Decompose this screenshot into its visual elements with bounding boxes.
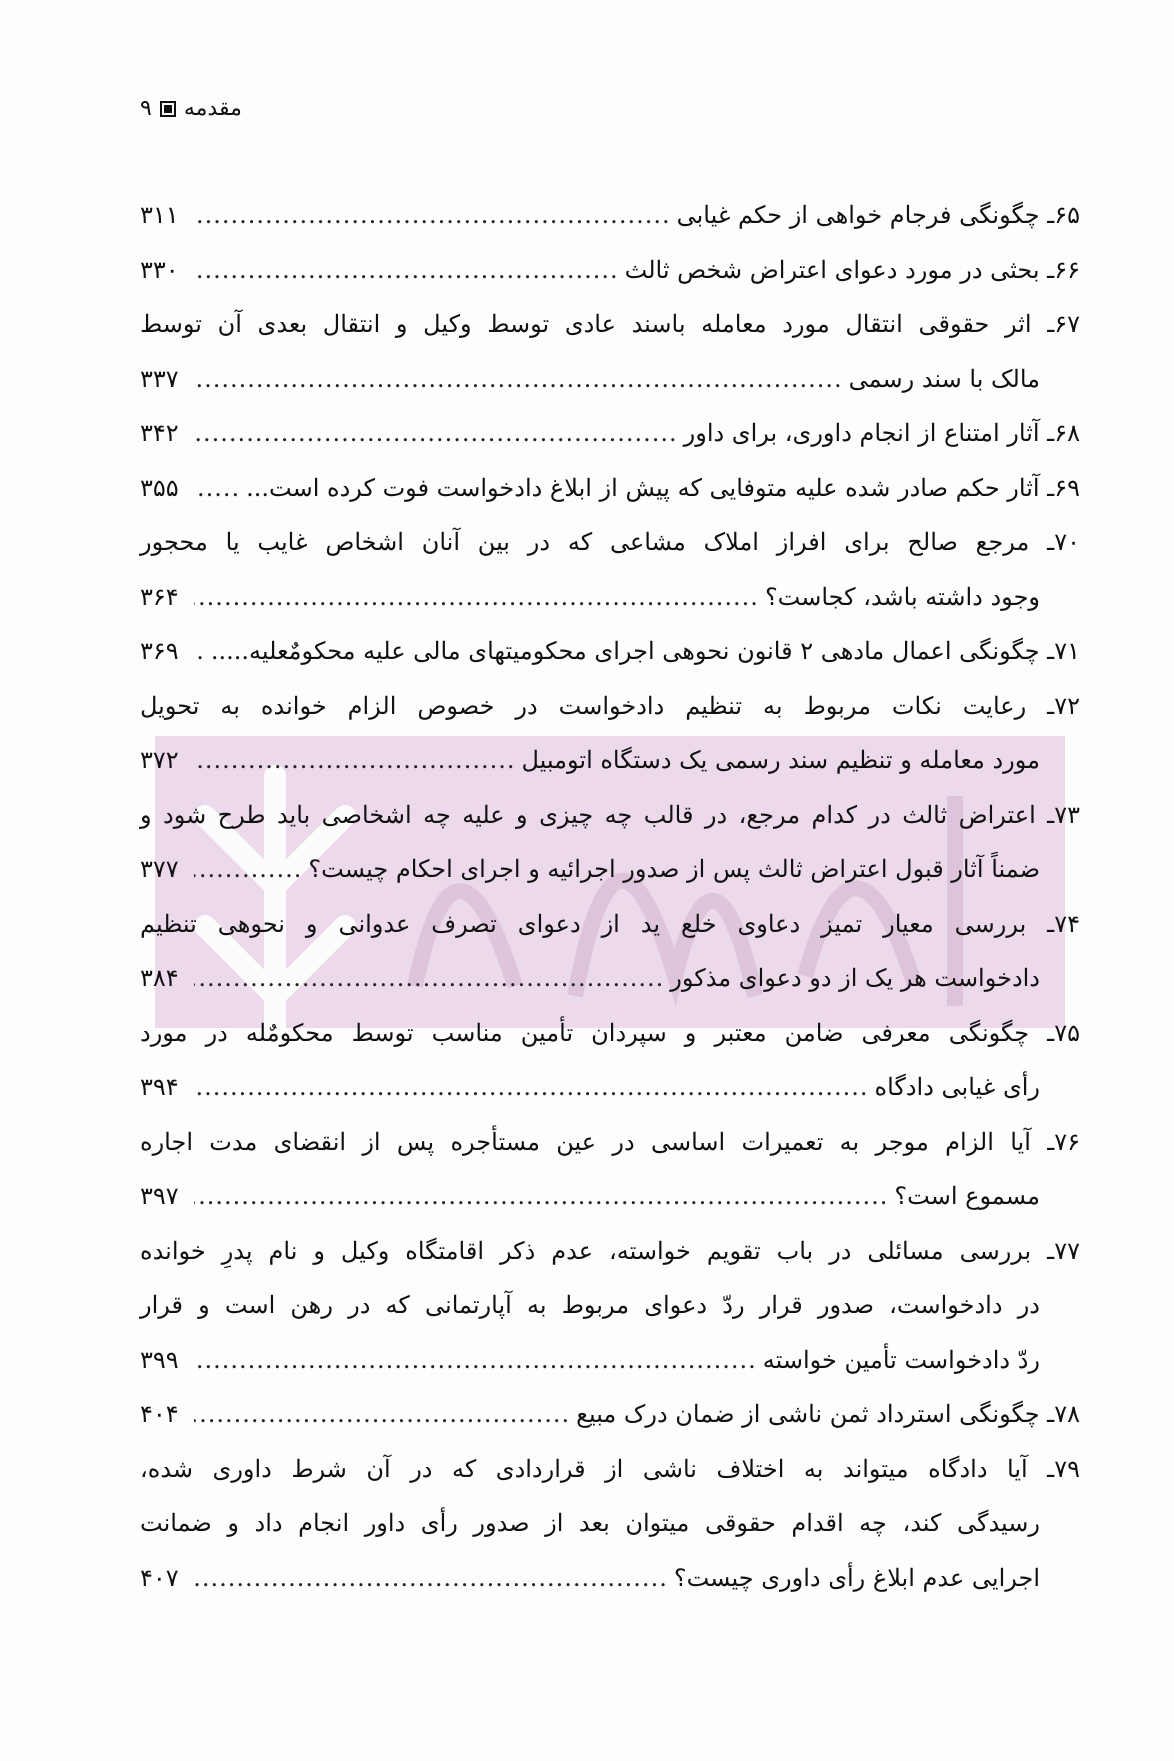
toc-page-number: ۳۶۹ [140, 637, 179, 665]
toc-entry-title: ۷۲ـ رعایت نکات مربوط به تنظیم دادخواست در خصوص الزام خوانده به تحویل [140, 691, 1080, 720]
toc-entry [140, 1115, 1080, 1224]
toc-entry-title: وجود داشته باشد، کجاست؟ [764, 582, 1040, 611]
toc-page-number: ۳۶۴ [140, 582, 179, 611]
dot-leader [194, 1169, 888, 1224]
toc-entry [140, 679, 1080, 788]
toc-entry-title: ۷۴ـ بررسی معیار تمیز دعاوی خلع ید از دعوای تصرف عدوانی و نحوهی تنظیم [140, 909, 1080, 938]
toc-page-number: ۳۵۵ [140, 473, 179, 502]
toc-entry-title: دادخواست هر یک از دو دعوای مذکور [670, 964, 1040, 992]
dot-leader [194, 406, 678, 461]
toc-entry [140, 188, 1080, 243]
toc-line [140, 1224, 1080, 1279]
toc-entry [140, 788, 1080, 897]
toc-line [140, 1115, 1080, 1170]
toc-entry [140, 461, 1080, 516]
toc-line [140, 1333, 1080, 1388]
dot-leader [194, 243, 619, 298]
toc-entry-title: ۷۱ـ چگونگی اعمال مادهی ۲ قانون نحوهی اجرای محکومیتهای مالی علیه محکومٌعلیه..... [210, 637, 1080, 665]
toc-page-number: ۳۱۱ [140, 201, 179, 229]
toc-line [140, 297, 1080, 352]
toc-entry-title: در دادخواست، صدور قرار ردّ دعوای مربوط به آپارتمانی که در رهن است و قرار [140, 1291, 1040, 1319]
toc-entry [140, 1387, 1080, 1442]
toc-line [140, 1496, 1080, 1551]
dot-leader [194, 570, 759, 625]
toc-page-number: ۳۹۹ [140, 1345, 179, 1374]
toc-line [140, 624, 1080, 679]
dot-leader [194, 733, 515, 788]
toc-line [140, 406, 1080, 461]
toc-entry-title: ۷۰ـ مرجع صالح برای افراز املاک مشاعی که در بین آنان اشخاص غایب یا محجور [140, 528, 1080, 556]
page-number: ۹ [140, 96, 152, 121]
toc-entry-title: ۷۷ـ بررسی مسائلی در باب تقویم خواسته، عدم ذکر اقامتگاه وکیل و نام پدرِ خوانده [140, 1236, 1080, 1265]
toc-line [140, 1387, 1080, 1442]
toc-entry-title: ۷۹ـ آیا دادگاه میتواند به اختلاف ناشی از قراردادی که در آن شرط داوری شده، [140, 1454, 1080, 1483]
toc-line [140, 352, 1080, 407]
dot-leader [194, 461, 240, 516]
toc-page-number: ۳۹۴ [140, 1073, 179, 1101]
toc-page-number: ۳۹۷ [140, 1182, 179, 1210]
toc-line [140, 188, 1080, 243]
toc-line [140, 570, 1080, 625]
toc-line [140, 897, 1080, 952]
toc-entry [140, 1442, 1080, 1606]
toc-entry-title: مورد معامله و تنظیم سند رسمی یک دستگاه اتومبیل [521, 746, 1040, 774]
toc-page-number: ۳۴۲ [140, 419, 179, 447]
toc-line [140, 461, 1080, 516]
toc-page-number: ۳۳۰ [140, 255, 179, 284]
toc-entry-title: ۷۶ـ آیا الزام موجر به تعمیرات اساسی در عین مستأجره پس از انقضای مدت اجاره [140, 1127, 1080, 1156]
toc-line [140, 733, 1080, 788]
dot-leader [194, 1387, 570, 1442]
toc-entry [140, 897, 1080, 1006]
table-of-contents [140, 188, 1080, 1605]
toc-entry-title: ۷۳ـ اعتراض ثالث در کدام مرجع، در قالب چه چیزی و علیه چه اشخاصی باید طرح شود و [140, 800, 1080, 829]
dot-leader [194, 1333, 757, 1388]
toc-entry-title: ۶۶ـ بحثی در مورد دعوای اعتراض شخص ثالث [624, 255, 1080, 284]
toc-entry-title: رأی غیابی دادگاه [874, 1073, 1040, 1101]
dot-leader [194, 188, 671, 243]
toc-line [140, 1060, 1080, 1115]
toc-page-number: ۳۸۴ [140, 964, 179, 992]
running-header [140, 96, 242, 121]
toc-line [140, 515, 1080, 570]
toc-entry-title: ۷۵ـ چگونگی معرفی ضامن معتبر و سپردان تأمین مناسب توسط محکومٌله در مورد [140, 1018, 1080, 1047]
toc-entry-title: مسموع است؟ [894, 1182, 1040, 1210]
chapter-title: مقدمه [183, 96, 242, 121]
toc-entry-title: ردّ دادخواست تأمین خواسته [762, 1345, 1040, 1374]
toc-entry-title: اجرایی عدم ابلاغ رأی داوری چیست؟ [673, 1563, 1040, 1592]
toc-entry-title: ۶۸ـ آثار امتناع از انجام داوری، برای داور [683, 419, 1080, 447]
toc-entry-title: ۶۷ـ اثر حقوقی انتقال مورد معامله باسند عادی توسط وکیل و انتقال بعدی آن توسط [140, 310, 1081, 338]
toc-entry-title: مالک با سند رسمی [848, 364, 1040, 393]
dot-leader [194, 842, 302, 897]
toc-entry-title: رسیدگی کند، چه اقدام حقوقی میتوان بعد از صدور رأی داور انجام داد و ضمانت [140, 1509, 1040, 1537]
toc-entry [140, 1224, 1080, 1388]
toc-line [140, 1278, 1080, 1333]
toc-line [140, 243, 1080, 298]
toc-entry [140, 624, 1080, 679]
toc-page-number: ۴۰۴ [140, 1400, 179, 1428]
toc-entry-title: ۶۹ـ آثار حکم صادر شده علیه متوفایی که پیش از ابلاغ دادخواست فوت کرده است... [246, 473, 1080, 502]
toc-entry [140, 406, 1080, 461]
toc-entry-title: ۶۵ـ چگونگی فرجام خواهی از حکم غیابی [676, 201, 1080, 229]
toc-line [140, 1551, 1080, 1606]
toc-entry [140, 243, 1080, 298]
toc-entry [140, 297, 1080, 406]
dot-leader [194, 951, 664, 1006]
toc-page-number: ۳۷۷ [140, 855, 179, 883]
toc-entry [140, 515, 1080, 624]
dot-leader [194, 624, 205, 679]
toc-line [140, 1006, 1080, 1061]
toc-entry [140, 1006, 1080, 1115]
toc-entry-title: ضمناً آثار قبول اعتراض ثالث پس از صدور اجرائیه و اجرای احکام چیست؟ [308, 855, 1040, 883]
toc-line [140, 788, 1080, 843]
toc-line [140, 1169, 1080, 1224]
toc-line [140, 1442, 1080, 1497]
toc-page-number: ۳۳۷ [140, 364, 179, 393]
toc-line [140, 679, 1080, 734]
square-bullet-icon [160, 101, 176, 117]
toc-entry-title: ۷۸ـ چگونگی استرداد ثمن ناشی از ضمان درک مبیع [576, 1400, 1080, 1428]
toc-page-number: ۴۰۷ [140, 1563, 179, 1592]
toc-line [140, 842, 1080, 897]
dot-leader [194, 1060, 869, 1115]
toc-page-number: ۳۷۲ [140, 746, 179, 774]
dot-leader [194, 1551, 668, 1606]
dot-leader [194, 352, 843, 407]
toc-line [140, 951, 1080, 1006]
